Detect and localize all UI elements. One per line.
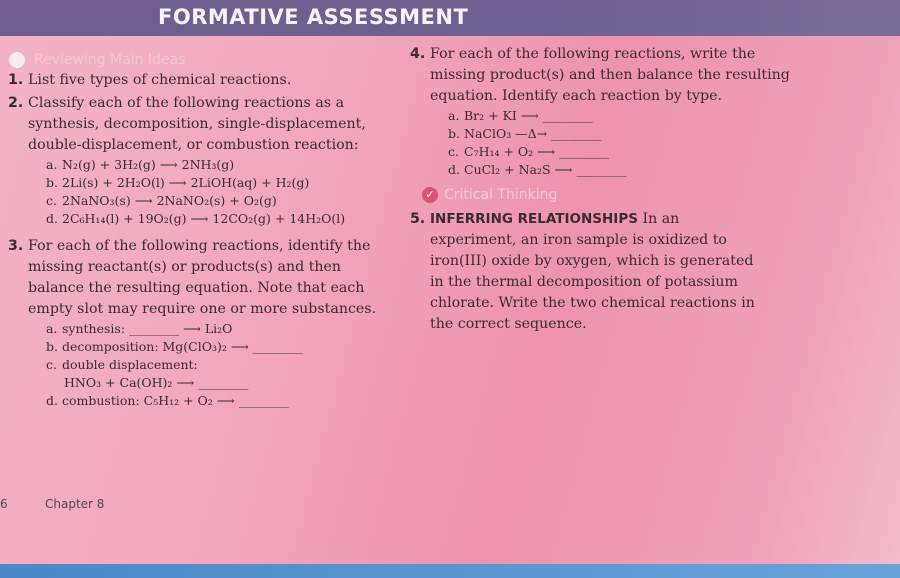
question-5: 5. INFERRING RELATIONSHIPS In an experiment, an iron sample is oxidized to iron(III) oxide by oxygen, which is generated in the thermal decomposition of potassium chlorate. Write the two chemical reactions in the correct sequence. [410, 211, 755, 332]
question-1: 1. List five types of chemical reactions. [8, 72, 292, 88]
list-item: c. C₇H₁₄ + O₂ ⟶ ________ [448, 144, 610, 159]
question-2: 2. Classify each of the following reactions as a synthesis, decomposition, single-displacement, double-displacement, or combustion reaction: a. N₂(g) + 3H₂(g) ⟶ 2NH₃(g) b. 2Li(s) + 2H₂O(l) ⟶ 2LiOH(aq) + H₂(g) c. 2NaNO₃(s) ⟶ 2NaNO₂(s) + O₂(g) d. 2C₆H₁₄(l) + 19O₂(g) ⟶ 12CO₂(g) + 14H₂O(l) [28, 93, 408, 228]
chapter-label: Chapter 8 [45, 497, 105, 511]
critical-thinking-heading: ✓ Critical Thinking [422, 183, 890, 207]
question-4: 4. For each of the following reactions, write the missing product(s) and then balance the resulting equation. Identify each reaction by type. a. Br₂ + KI ⟶ ________ b. NaClO₃ —Δ→ ________ c. C₇H₁₄ + O₂ ⟶ ________ d. CuCl₂ + Na₂S ⟶ ________ [430, 44, 890, 179]
list-item: HNO₃ + Ca(OH)₂ ⟶ ________ [64, 375, 249, 390]
list-item: b. decomposition: Mg(ClO₃)₂ ⟶ ________ [46, 339, 303, 354]
list-item: d. combustion: C₅H₁₂ + O₂ ⟶ ________ [46, 393, 289, 408]
list-item: b. 2Li(s) + 2H₂O(l) ⟶ 2LiOH(aq) + H₂(g) [46, 175, 310, 190]
page-number: 6 [0, 497, 8, 511]
question-3: 3. For each of the following reactions, identify the missing reactant(s) or products(s) and then balance the resulting equation. Note that each empty slot may require one or more substances. a. synthesis: ________ ⟶ Li₂O b. decomposition: Mg(ClO₃)₂ ⟶ ________ c. double displacement: HNO₃ + Ca(OH)₂ ⟶ ________ d. combustion: C₅H₁₂ + O₂ ⟶ ________ [28, 236, 408, 410]
list-item: a. synthesis: ________ ⟶ Li₂O [46, 321, 233, 336]
list-item: b. NaClO₃ —Δ→ ________ [448, 126, 602, 141]
right-column [410, 44, 890, 335]
list-item: a. Br₂ + KI ⟶ ________ [448, 108, 593, 123]
list-item: c. double displacement: [46, 357, 198, 372]
bottom-strip [0, 564, 900, 578]
page-footer [0, 497, 104, 511]
check-icon: ✓ [422, 187, 438, 203]
page-title: FORMATIVE ASSESSMENT [158, 5, 469, 29]
list-item: c. 2NaNO₃(s) ⟶ 2NaNO₂(s) + O₂(g) [46, 193, 277, 208]
bullet-icon [8, 51, 26, 69]
list-item: d. 2C₆H₁₄(l) + 19O₂(g) ⟶ 12CO₂(g) + 14H₂O(l) [46, 211, 346, 226]
left-column [8, 50, 408, 410]
section-subhead [8, 50, 408, 70]
list-item: d. CuCl₂ + Na₂S ⟶ ________ [448, 162, 627, 177]
list-item: a. N₂(g) + 3H₂(g) ⟶ 2NH₃(g) [46, 157, 235, 172]
subhead-label: Reviewing Main Ideas [34, 51, 186, 68]
header-bar [0, 0, 900, 36]
